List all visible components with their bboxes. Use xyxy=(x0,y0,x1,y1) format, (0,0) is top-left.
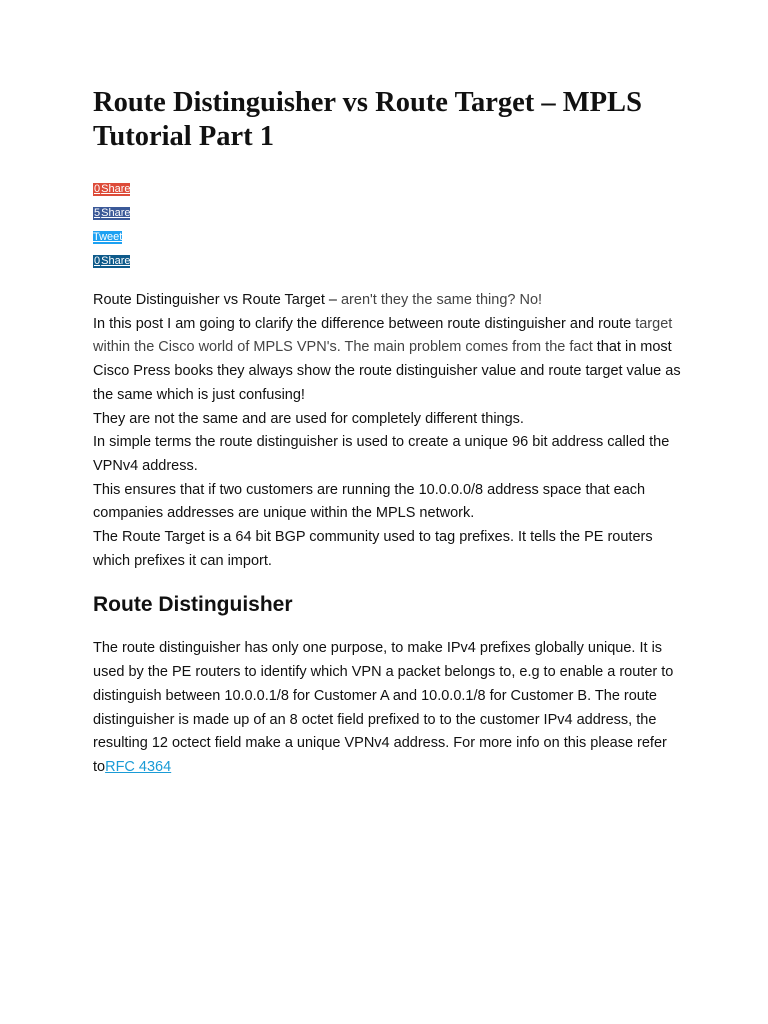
share-row-facebook xyxy=(93,201,683,225)
share-row-twitter xyxy=(93,225,683,249)
section-body-route-distinguisher xyxy=(93,637,683,779)
share-label: Share xyxy=(101,206,131,219)
googleplus-share-button[interactable] xyxy=(93,183,130,196)
section-heading-route-distinguisher: Route Distinguisher xyxy=(93,593,293,617)
intro-p2-rest: that in most Cisco Press books they always show the route distinguisher value and route target value as the same which is just confusing! xyxy=(93,339,681,403)
share-count: 0 xyxy=(94,254,101,267)
intro-p2-muted: target within the Cisco world of MPLS VPN's. The main problem comes from the fact xyxy=(93,315,673,356)
page-title: Route Distinguisher vs Route Target – MPLS Tutorial Part 1 xyxy=(93,87,642,152)
intro-line-1-muted: aren't they the same thing? No! xyxy=(336,292,543,308)
intro-paragraph-2 xyxy=(93,313,683,408)
twitter-tweet-button[interactable] xyxy=(93,231,122,244)
rd-paragraph xyxy=(93,637,683,779)
rd-body-text: The route distinguisher has only one purpose, to make IPv4 prefixes globally unique. It is used by the PE routers to identify which VPN a packet belongs to, e.g to enable a router to distinguish between 10.0.0.1/8 for Customer A and 10.0.0.1/8 for Customer B. The route distinguisher is made up of an 8 octet field prefixed to to the customer IPv4 address, the resulting 12 octect field make a unique VPNv4 address. For more info on this please refer to xyxy=(93,640,674,775)
intro-paragraph-4: In simple terms the route distinguisher is used to create a unique 96 bit address called the VPNv4 address. xyxy=(93,434,670,474)
rfc-4364-link[interactable]: RFC 4364 xyxy=(105,758,172,775)
article xyxy=(93,86,683,780)
share-label: Share xyxy=(101,254,131,267)
share-count: 5 xyxy=(94,206,101,219)
share-count: 0 xyxy=(94,182,101,195)
share-label: Tweet xyxy=(93,230,123,243)
share-row-linkedin xyxy=(93,249,683,273)
intro-text xyxy=(93,289,683,573)
intro-paragraph-1 xyxy=(93,289,683,313)
share-buttons xyxy=(93,177,683,273)
intro-line-1-dark: Route Distinguisher vs Route Target – xyxy=(93,292,337,308)
share-label: Share xyxy=(101,182,131,195)
share-row-googleplus xyxy=(93,177,683,201)
linkedin-share-button[interactable] xyxy=(93,255,130,268)
intro-paragraph-6: The Route Target is a 64 bit BGP community used to tag prefixes. It tells the PE routers which prefixes it can import. xyxy=(93,529,653,569)
facebook-share-button[interactable] xyxy=(93,207,130,220)
intro-p2-dark: In this post I am going to clarify the difference between route distinguisher and route xyxy=(93,315,632,332)
intro-paragraph-3: They are not the same and are used for completely different things. xyxy=(93,410,524,427)
intro-paragraph-5: This ensures that if two customers are running the 10.0.0.0/8 address space that each companies addresses are unique within the MPLS network. xyxy=(93,481,646,522)
